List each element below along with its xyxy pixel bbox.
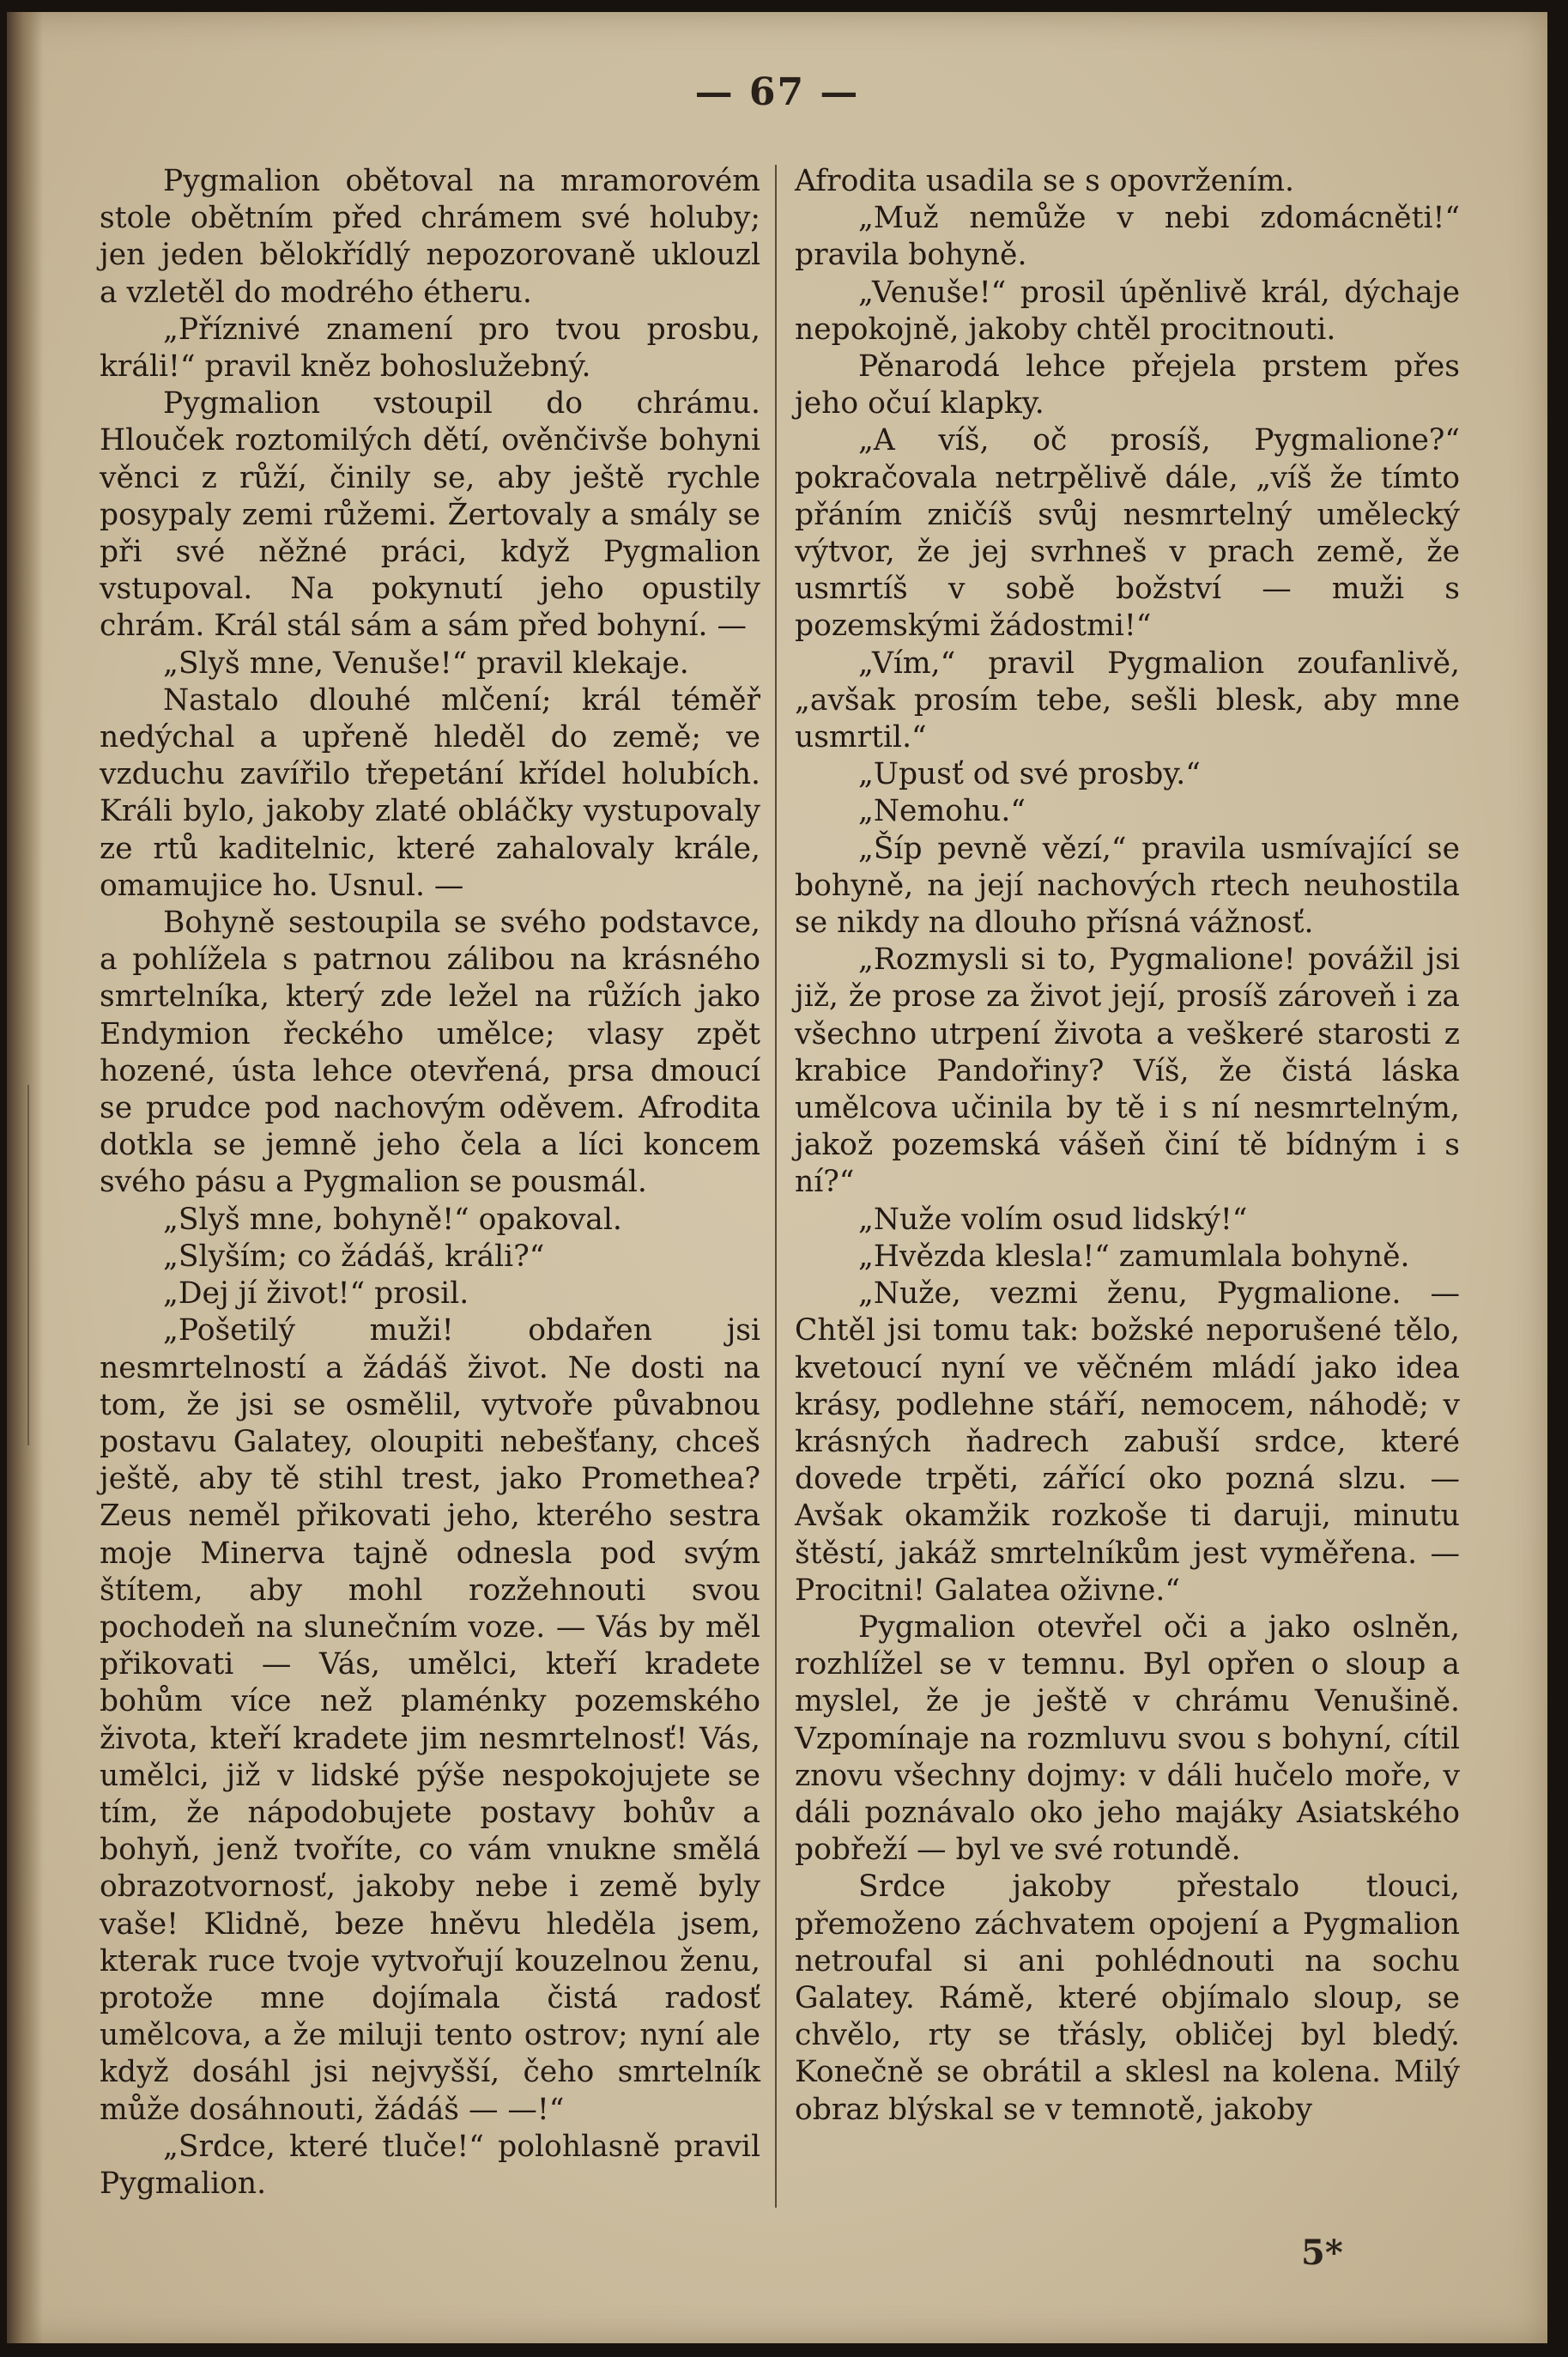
- paragraph: „Vím,“ pravil Pygmalion zoufanlivě, „avšak prosím tebe, sešli blesk, aby mne usmrtil.“: [795, 645, 1460, 755]
- paragraph: „Slyš mne, Venuše!“ pravil klekaje.: [163, 645, 689, 681]
- paragraph: „Upusť od své prosby.“: [858, 757, 1201, 792]
- paragraph: Pěnarodá lehce přejela prstem přes jeho očuí klapky.: [795, 349, 1460, 421]
- page-number: — 67 —: [694, 70, 860, 114]
- paragraph: „Venuše!“ prosil úpěnlivě král, dýchaje nepokojně, jakoby chtěl procitnouti.: [795, 275, 1460, 347]
- paragraph: „Rozmysli si to, Pygmalione! povážil jsi již, že prose za život její, prosíš zároveň i za všechno utrpení života a veškeré starosti z krabice Pandořiny? Víš, že čistá láska umělcova učinila by tě i s ní nesmrtelným, jakož pozemská vášeň činí tě bídným i s ní?“: [795, 942, 1460, 1200]
- paragraph: „Šíp pevně vězí,“ pravila usmívající se bohyně, na její nachových rtech neuhostila se nikdy na dlouho přísná vážnosť.: [795, 831, 1460, 941]
- paragraph: „Dej jí život!“ prosil.: [163, 1276, 469, 1312]
- paragraph: „Nemohu.“: [858, 794, 1026, 829]
- paragraph-continued: Afrodita usadila se s opovržením.: [795, 164, 1294, 198]
- paragraph: „Muž nemůže v nebi zdomácněti!“ pravila bohyně.: [795, 201, 1460, 273]
- paragraph: Pygmalion obětoval na mramorovém stole obětním před chrámem své holuby; jen jeden bělokřídlý nepozorovaně uklouzl a vzletěl do modrého étheru.: [100, 164, 760, 310]
- paragraph: „Slyším; co žádáš, králi?“: [163, 1239, 545, 1274]
- book-page: [7, 12, 1547, 2343]
- paragraph: Bohyně sestoupila se svého podstavce, a pohlížela s patrnou zálibou na krásného smrtelníka, který zde ležel na růžích jako Endymion řeckého umělce; vlasy zpět hozené, ústa lehce otevřená, prsa dmoucí se prudce pod nachovým oděvem. Afrodita dotkla se jemně jeho čela a líci koncem svého pásu a Pygmalion se pousmál.: [100, 906, 760, 1200]
- signature-mark: 5*: [1301, 2233, 1343, 2273]
- paragraph: Srdce jakoby přestalo tlouci, přemoženo záchvatem opojení a Pygmalion netroufal si ani pohlédnouti na sochu Galatey. Rámě, které objímalo sloup, se chvělo, rty se třásly, obličej byl bledý. Konečně se obrátil a sklesl na kolena. Milý obraz blýskal se v temnotě, jakoby: [795, 1869, 1460, 2127]
- paragraph: Pygmalion otevřel oči a jako oslněn, rozhlížel se v temnu. Byl opřen o sloup a myslel, že je ještě v chrámu Venušině. Vzpomínaje na rozmluvu svou s bohyní, cítil znovu všechny dojmy: v dáli hučelo moře, v dáli poznávalo oko jeho majáky Asiatského pobřeží — byl ve své rotundě.: [795, 1609, 1460, 1868]
- paragraph: „Slyš mne, bohyně!“ opakoval.: [163, 1202, 622, 1237]
- paragraph: Nastalo dlouhé mlčení; král téměř nedýchal a upřeně hleděl do země; ve vzduchu zavířilo třepetání křídel holubích. Králi bylo, jakoby zlaté obláčky vystupovaly ze rtů kaditelnic, které zahalovaly krále, omamujice ho. Usnul. —: [100, 682, 760, 903]
- paragraph: „Pošetilý muži! obdařen jsi nesmrtelností a žádáš život. Ne dosti na tom, že jsi se osmělil, vytvoře půvabnou postavu Galatey, oloupiti nebešťany, chceš ještě, aby tě stihl trest, jako Promethea? Zeus neměl přikovati jeho, kterého sestra moje Minerva tajně odnesla pod svým štítem, aby mohl rozžehnouti svou pochodeň na slunečním voze. — Vás by měl přikovati — Vás, umělci, kteří kradete bohům více než plaménky pozemského života, kteří kradete jim nesmrtelnosť! Vás, umělci, již v lidské pýše nespokojujete se tím, že nápodobujete postavy bohův a bohyň, jenž tvoříte, co vám vnukne smělá obrazotvornosť, jakoby nebe i země byly vaše! Klidně, beze hněvu hleděla jsem, kterak ruce tvoje vytvořují kouzelnou ženu, protože mne dojímala čistá radosť umělcova, a že miluji tento ostrov; nyní ale když dosáhl jsi nejvyšší, čeho smrtelník může dosáhnouti, žádáš — —!“: [100, 1313, 760, 2127]
- paragraph: „Nuže, vezmi ženu, Pygmalione. — Chtěl jsi tomu tak: božské neporušené tělo, kvetoucí nyní ve věčném mládí jako idea krásy, podlehne stáří, nemocem, náhodě; v krásných ňadrech zabuší srdce, které dovede trpěti, zářící oko pozná slzu. — Avšak okamžik rozkoše ti daruji, minutu štěstí, jakáž smrtelníkům jest vyměřena. — Procitni! Galatea oživne.“: [795, 1276, 1460, 1608]
- text-column-left: [100, 163, 760, 2202]
- paragraph: „Srdce, které tluče!“ polohlasně pravil Pygmalion.: [100, 2129, 760, 2201]
- paragraph: Pygmalion vstoupil do chrámu. Hlouček roztomilých dětí, ověnčivše bohyni věnci z růží, činily se, aby ještě rychle posypaly zemi růžemi. Žertovaly a smály se při své něžné práci, když Pygmalion vstupoval. Na pokynutí jeho opustily chrám. Král stál sám a sám před bohyní. —: [100, 386, 760, 644]
- paragraph: „A víš, oč prosíš, Pygmalione?“ pokračovala netrpělivě dále, „víš že tímto přáním zničíš svůj nesmrtelný umělecký výtvor, že jej svrhneš v prach země, že usmrtíš v sobě božství — muži s pozemskými žádostmi!“: [795, 423, 1460, 644]
- paragraph: „Hvězda klesla!“ zamumlala bohyně.: [858, 1239, 1410, 1274]
- column-divider: [775, 165, 777, 2208]
- margin-mark: [27, 1085, 29, 1445]
- text-column-right: [795, 163, 1460, 2129]
- paragraph: „Nuže volím osud lidský!“: [858, 1202, 1248, 1237]
- paragraph: „Příznivé znamení pro tvou prosbu, králi!“ pravil kněz bohoslužebný.: [100, 312, 760, 385]
- binding-edge: [7, 12, 43, 2343]
